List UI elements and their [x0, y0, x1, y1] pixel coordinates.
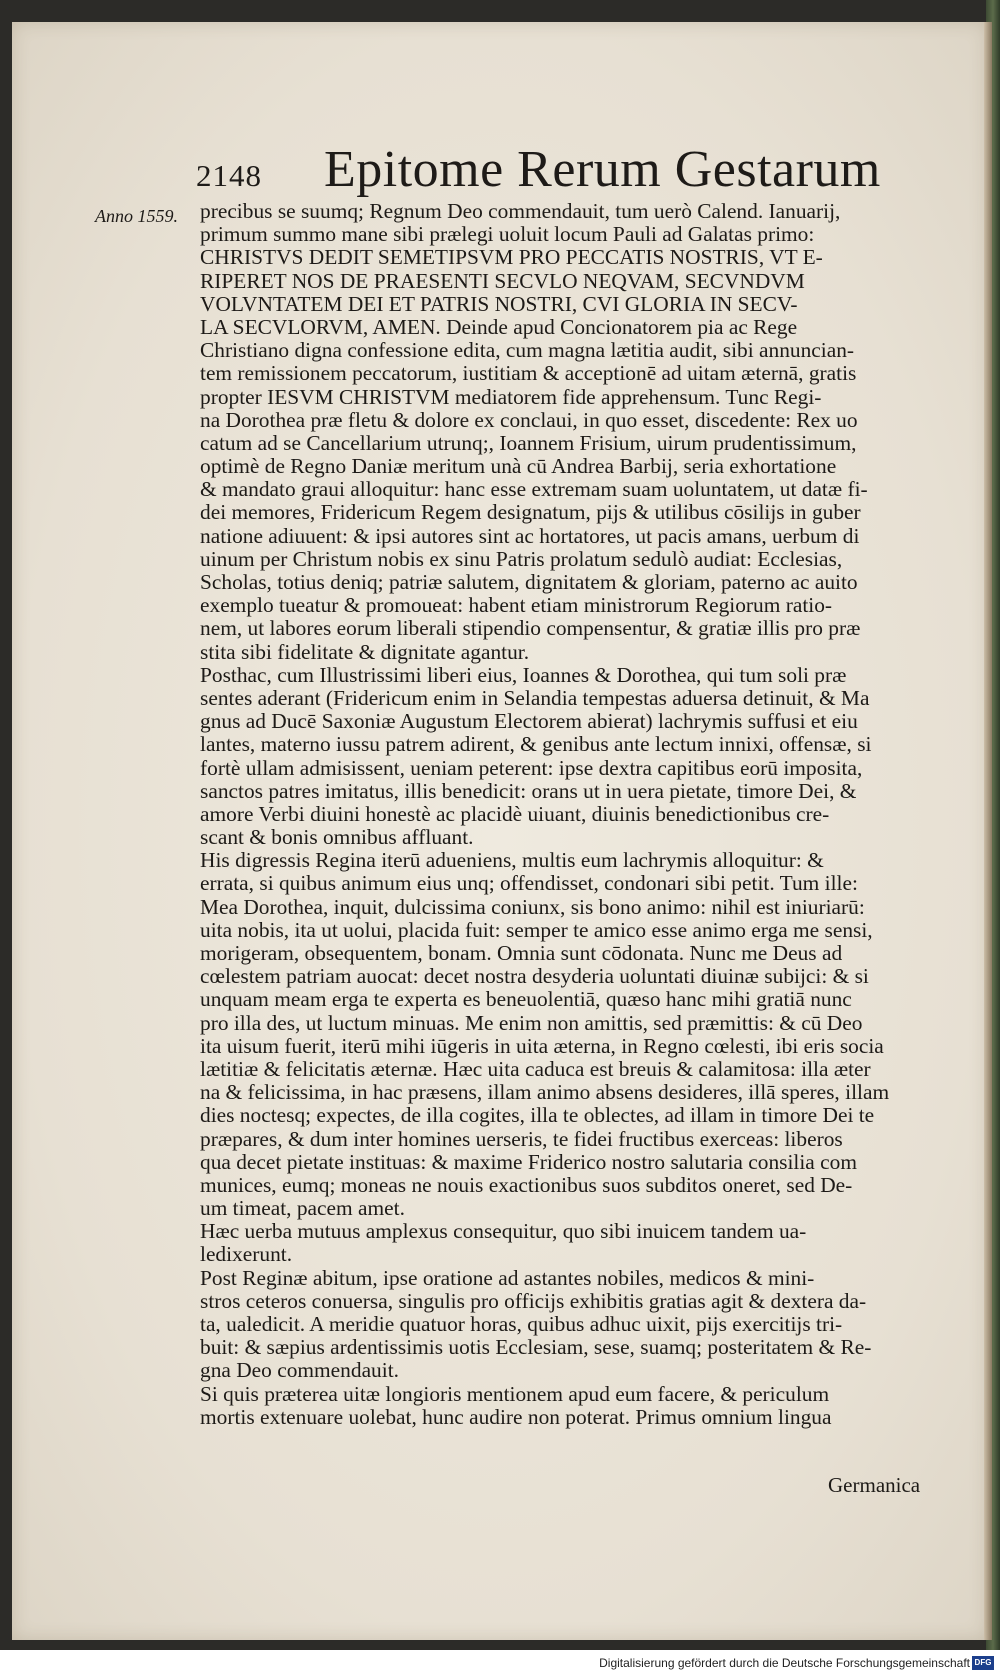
page-number: 2148 [196, 158, 262, 193]
text-line: ledixerunt. [200, 1243, 293, 1267]
text-line: scant & bonis omnibus affluant. [200, 826, 474, 850]
text-line: um timeat, pacem amet. [200, 1197, 405, 1221]
margin-note-year: Anno 1559. [95, 206, 178, 226]
text-line: dei memores, Fridericum Regem designatum, pijs & utilibus cōsilijs in guber [200, 501, 861, 525]
text-line: uinum per Christum nobis ex sinu Patris prolatum sedulò audiat: Ecclesias, [200, 547, 843, 571]
text-line: RIPERET NOS DE PRAESENTI SECVLO NEQVAM, SECVNDVM [200, 269, 805, 293]
text-line: mortis extenuare uolebat, hunc audire non poterat. Primus omnium lingua [200, 1405, 832, 1429]
text-line: stita sibi fidelitate & dignitate agantur. [200, 640, 530, 664]
dfg-logo-icon: DFG [972, 1656, 994, 1670]
text-line: fortè ullam admisissent, ueniam peterent: ipse dextra capitibus eorū imposita, [200, 756, 863, 780]
digitization-footer [0, 1650, 1000, 1678]
catchword: Germanica [828, 1473, 921, 1497]
text-line: morigeram, obsequentem, bonam. Omnia sunt cōdonata. Nunc me Deus ad [200, 942, 843, 965]
text-line: buit: & sæpius ardentissimis uotis Ecclesiam, sese, suamq; posteritatem & Re- [200, 1336, 872, 1360]
text-line: præpares, & dum inter homines uerseris, te fidei fructibus exerceas: liberos [200, 1127, 843, 1151]
text-line: sentes aderant (Fridericum enim in Selandia tempestas aduersa detinuit, & Ma [200, 686, 870, 710]
text-line: Mea Dorothea, inquit, dulcissima coniunx, sis bono animo: nihil est iniuriarū: [200, 895, 865, 919]
text-line: & mandato graui alloquitur: hanc esse extremam suam uoluntatem, ut datæ fi- [200, 478, 868, 502]
text-line: nem, ut labores eorum liberali stipendio compensentur, & gratiæ illis pro præ [200, 617, 861, 641]
text-line: cœlestem patriam auocat: decet nostra desyderia uoluntati diuinæ subijci: & si [200, 965, 869, 989]
page-gutter [984, 22, 992, 1640]
text-line: na Dorothea præ fletu & dolore ex conclaui, in quo esset, discedente: Rex uo [200, 408, 858, 432]
text-line: ita uisum fuerit, iterū mihi iūgeris in uita æterna, in Regno cœlesti, ibi eris socia [200, 1034, 884, 1058]
text-line: tem remissionem peccatorum, iustitiam & acceptionē ad uitam æternā, gratis [200, 362, 857, 386]
text-line: VOLVNTATEM DEI ET PATRIS NOSTRI, CVI GLORIA IN SECV- [200, 292, 798, 316]
text-line: errata, si quibus animum eius unq; offendisset, condonari sibi petit. Tum ille: [200, 872, 858, 896]
text-line: Hæc uerba mutuus amplexus consequitur, quo sibi inuicem tandem ua- [200, 1220, 807, 1244]
text-line: unquam meam erga te experta es beneuolentiā, quæso hanc mihi gratiā nunc [200, 988, 852, 1012]
text-line: sanctos patres imitatus, illis benedicit: orans ut in uera pietate, timore Dei, & [200, 779, 857, 803]
text-line: munices, eumq; moneas ne nouis exactionibus suos subditos oneret, sed De- [200, 1173, 853, 1197]
body-text [200, 200, 945, 1429]
text-line: natione adiuuent: & ipsi autores sint ac hortatores, ut pacis amans, uerbum di [200, 524, 860, 548]
text-line: stros ceteros conuersa, singulis pro officijs exhibitis gratias agit & dextera da- [200, 1289, 867, 1313]
text-line: gnus ad Ducē Saxoniæ Augustum Electorem abierat) lachrymis suffusi et eiu [200, 710, 858, 734]
text-line: CHRISTVS DEDIT SEMETIPSVM PRO PECCATIS NOSTRIS, VT E- [200, 246, 823, 270]
text-line: qua decet pietate instituas: & maxime Friderico nostro salutaria consilia com [200, 1150, 857, 1174]
running-title: Epitome Rerum Gestarum [324, 141, 881, 198]
text-line: lætitiæ & felicitatis æternæ. Hæc uita caduca est breuis & calamitosa: illa æter [200, 1057, 871, 1081]
text-line: dies noctesq; expectes, de illa cogites, illa te oblectes, ad illam in timore Dei te [200, 1104, 875, 1128]
text-line: His digressis Regina iterū adueniens, multis eum lachrymis alloquitur: & [200, 849, 824, 873]
text-line: optimè de Regno Daniæ meritum unà cū Andrea Barbij, seria exhortatione [200, 455, 837, 479]
footer-credit: Digitalisierung gefördert durch die Deutsche Forschungsgemeinschaft [599, 1656, 970, 1670]
text-line: primum summo mane sibi prælegi uoluit locum Pauli ad Galatas primo: [200, 223, 815, 247]
text-line: Post Reginæ abitum, ipse oratione ad astantes nobiles, medicos & mini- [200, 1266, 815, 1290]
text-line: precibus se suumq; Regnum Deo commendauit, tum uerò Calend. Ianuarij, [200, 200, 841, 223]
text-line: ta, ualedicit. A meridie quatuor horas, quibus adhuc uixit, pijs exercitijs tri- [200, 1313, 843, 1336]
text-line: amore Verbi diuini honestè ac placidè uiuant, diuinis benedictionibus cre- [200, 802, 830, 826]
text-line: Scholas, totius deniq; patriæ salutem, dignitatem & gloriam, paterno ac auito [200, 571, 858, 594]
text-line: na & felicissima, in hac præsens, illam animo absens desideres, illā speres, illam [200, 1081, 890, 1105]
text-line: Si quis præterea uitæ longioris mentionem apud eum facere, & periculum [200, 1382, 830, 1406]
text-line: catum ad se Cancellarium utrunq;, Ioannem Frisium, uirum prudentissimum, [200, 431, 857, 455]
text-line: LA SECVLORVM, AMEN. Deinde apud Concionatorem pia ac Rege [200, 315, 798, 339]
text-line: pro illa des, ut luctum minuas. Me enim non amittis, sed præmittis: & cū Deo [200, 1011, 863, 1035]
text-line: uita nobis, ita ut uolui, placida fuit: semper te amico esse animo erga me sensi, [200, 918, 873, 942]
text-line: Christiano digna confessione edita, cum magna lætitia audit, sibi annuncian- [200, 339, 855, 363]
text-line: exemplo tueatur & promoueat: habent etiam ministrorum Regiorum ratio- [200, 594, 833, 618]
text-line: lantes, materno iussu patrem adirent, & genibus ante lectum innixi, offensæ, si [200, 733, 872, 757]
text-line: gna Deo commendauit. [200, 1359, 399, 1383]
text-line: propter IESVM CHRISTVM mediatorem fide apprehensum. Tunc Regi- [200, 385, 822, 409]
text-line: Posthac, cum Illustrissimi liberi eius, Ioannes & Dorothea, qui tum soli præ [200, 663, 847, 687]
